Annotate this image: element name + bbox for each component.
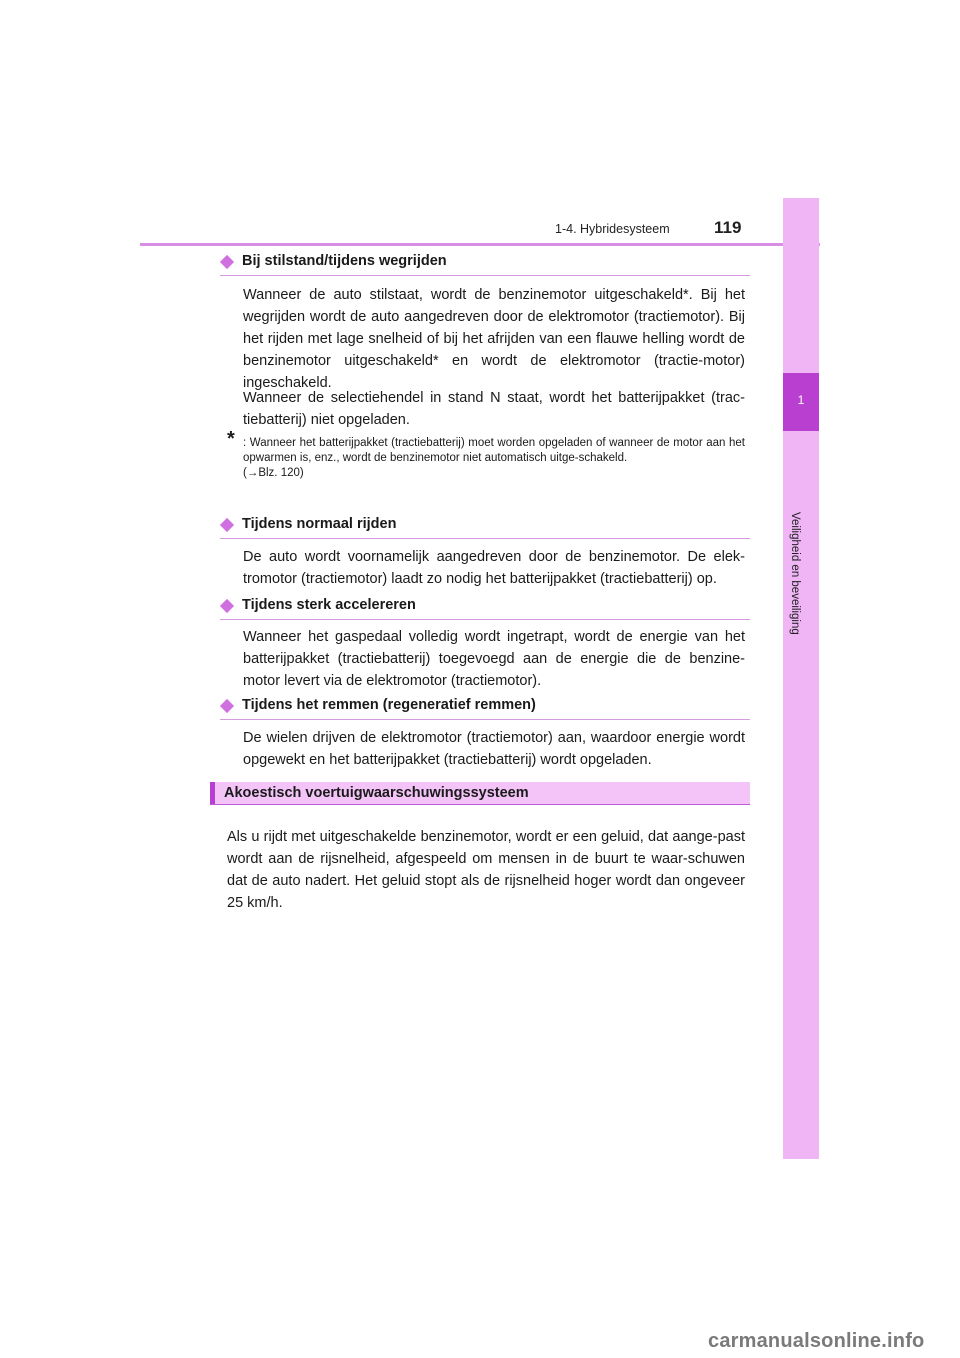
section-heading-accelereren xyxy=(220,597,750,620)
page-number: 119 xyxy=(714,218,742,237)
paragraph: Wanneer de selectiehendel in stand N staat, wordt het batterijpakket (trac-tiebatterij) niet opgeladen. xyxy=(243,390,745,428)
footnote xyxy=(227,428,745,481)
paragraph: Wanneer het gaspedaal volledig wordt ingetrapt, wordt de energie van het batterijpakket (tractiebatterij) toegevoegd aan de energie die de benzine-motor levert via de elektromotor (tractiemotor). xyxy=(243,629,745,689)
box-section-body: Als u rijdt met uitgeschakelde benzinemotor, wordt er een geluid, dat aange-past wordt aan de rijsnelheid, afgespeeld om mensen in de buurt te waar-schuwen dat de auto nadert. Het geluid stopt als de rijsnelheid hoger wordt dan ongeveer 25 km/h. xyxy=(227,829,745,911)
diamond-bullet-icon xyxy=(220,255,234,269)
box-heading-text: Akoestisch voertuigwaarschuwingssysteem xyxy=(224,785,529,801)
paragraph: Wanneer de auto stilstaat, wordt de benzinemotor uitgeschakeld*. Bij het wegrijden wordt de auto aangedreven door de elektromotor (tractiemotor). Bij het rijden met lage snelheid of bij het afrijden van een flauwe helling wordt de benzinemotor uitgeschakeld* en wordt de elektromotor (tractie-motor) ingeschakeld. xyxy=(243,287,745,391)
watermark: carmanualsonline.info xyxy=(708,1330,925,1352)
section-heading-normaal-rijden xyxy=(220,516,750,539)
diamond-bullet-icon xyxy=(220,599,234,613)
header-rule xyxy=(140,243,820,246)
running-header-section: 1-4. Hybridesysteem xyxy=(555,222,670,236)
footnote-marker: * xyxy=(227,428,235,450)
section-heading-text: Tijdens het remmen (regeneratief remmen) xyxy=(242,697,536,713)
paragraph: De wielen drijven de elektromotor (tractiemotor) aan, waardoor energie wordt opgewekt en het batterijpakket (tractiebatterij) wordt opgeladen. xyxy=(243,730,745,768)
footnote-page-reference: (→Blz. 120) xyxy=(243,467,304,479)
chapter-title: Veiligheid en beveiliging xyxy=(789,512,801,635)
paragraph: De auto wordt voornamelijk aangedreven door de benzinemotor. De elek-tromotor (tractiemotor) laadt zo nodig het batterijpakket (tractiebatterij) op. xyxy=(243,549,745,587)
chapter-number: 1 xyxy=(797,393,805,407)
chapter-side-tab xyxy=(783,198,819,1159)
section-heading-remmen xyxy=(220,697,750,720)
section-heading-stilstand xyxy=(220,253,750,276)
footnote-text: : Wanneer het batterijpakket (tractiebatterij) moet worden opgeladen of wanneer de motor aan het opwarmen is, enz., wordt de benzinemotor niet automatisch uitge-schakeld. xyxy=(243,437,745,464)
diamond-bullet-icon xyxy=(220,518,234,532)
section-heading-text: Bij stilstand/tijdens wegrijden xyxy=(242,253,447,269)
box-heading-accent-bar xyxy=(210,782,215,804)
diamond-bullet-icon xyxy=(220,699,234,713)
section-heading-text: Tijdens sterk accelereren xyxy=(242,597,416,613)
section-heading-text: Tijdens normaal rijden xyxy=(242,516,397,532)
box-section-heading xyxy=(210,782,750,805)
